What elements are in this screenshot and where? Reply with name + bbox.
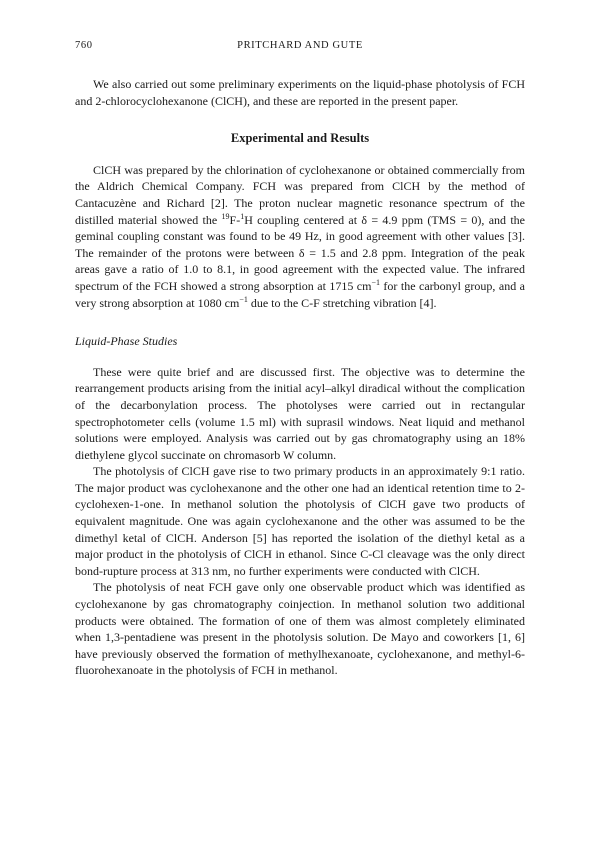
subsection-title: Liquid-Phase Studies xyxy=(75,334,178,349)
liquid-phase-paragraph: The photolysis of neat FCH gave only one observable product which was identified as cyclohexanone by gas chromatography coinjection. In methanol solution two additional products were obtained. The formation of one of them was almost completely eliminated when 1,3-pentadiene was present in the photolysis solution. De Mayo and coworkers [1, 6] have previously observed the formation of methylhexanoate, cyclohexanone, and methyl-6-fluorohexanoate in the photolysis of FCH in methanol. xyxy=(75,580,525,678)
superscript: 1 xyxy=(240,211,245,221)
superscript: 19 xyxy=(221,211,230,221)
page-number: 760 xyxy=(75,40,93,51)
experimental-paragraph xyxy=(75,162,525,311)
text-run: ClCH was prepared by the chlorination of cyclohexanone or obtained commercially from the Aldrich Chemical Company. FCH was prepared from ClCH by the method of Cantacuzène and Richard [2]. The proton nuclear magnetic resonance spectrum of the distilled material showed the xyxy=(75,162,525,227)
liquid-phase-paragraph: The photolysis of ClCH gave rise to two primary products in an approximately 9:1 ratio. The major product was cyclohexanone and the other one had an identical retention time to 2-cyclohexen-1-one. In methanol solution the photolysis of ClCH gave two products of equivalent magnitude. One was again cyclohexanone and the other was assumed to be the dimethyl ketal of ClCH. Anderson [5] has reported the isolation of the diethyl ketal as a major product in the photolysis of ClCH in ethanol. Since C-Cl cleavage was the only direct bond-rupture process at 313 nm, no further experiments were conducted with ClCH. xyxy=(75,464,525,578)
page-header xyxy=(75,40,525,56)
text-run: H coupling centered at δ = 4.9 ppm (TMS = 0), and the geminal coupling constant was found to be 49 Hz, in good agreement with other values [3]. The remainder of the protons were between δ = 1.5 and 2.8 ppm. Integration of the peak areas gave a ratio of 1.0 to 8.1, in good agreement with the expected value. The infrared spectrum of the FCH showed a strong absorption at 1715 cm xyxy=(75,212,525,293)
section-title: Experimental and Results xyxy=(230,131,370,146)
liquid-phase-paragraph: These were quite brief and are discussed first. The objective was to determine the rearrangement products arising from the initial acyl–alkyl diradical without the complication of the decarbonylation process. The photolyses were carried out in rectangular spectrophotometer cells (volume 1.5 ml) with suprasil windows. Neat liquid and methanol solutions were employed. Analysis was carried out by gas chromatography using an 18% diethylene glycol succinate on chromasorb W column. xyxy=(75,364,525,462)
superscript: −1 xyxy=(371,277,380,287)
intro-paragraph: We also carried out some preliminary experiments on the liquid-phase photolysis of FCH and 2-chlorocyclohexanone (ClCH), and these are reported in the present paper. xyxy=(75,77,525,108)
text-run: for the carbonyl group, and a very strong absorption at 1080 cm xyxy=(75,278,525,310)
text-run: due to the C-F stretching vibration [4]. xyxy=(247,295,437,310)
running-head: PRITCHARD AND GUTE xyxy=(237,40,363,51)
superscript: −1 xyxy=(239,294,248,304)
text-run: F- xyxy=(229,212,241,227)
article-body xyxy=(75,76,525,679)
